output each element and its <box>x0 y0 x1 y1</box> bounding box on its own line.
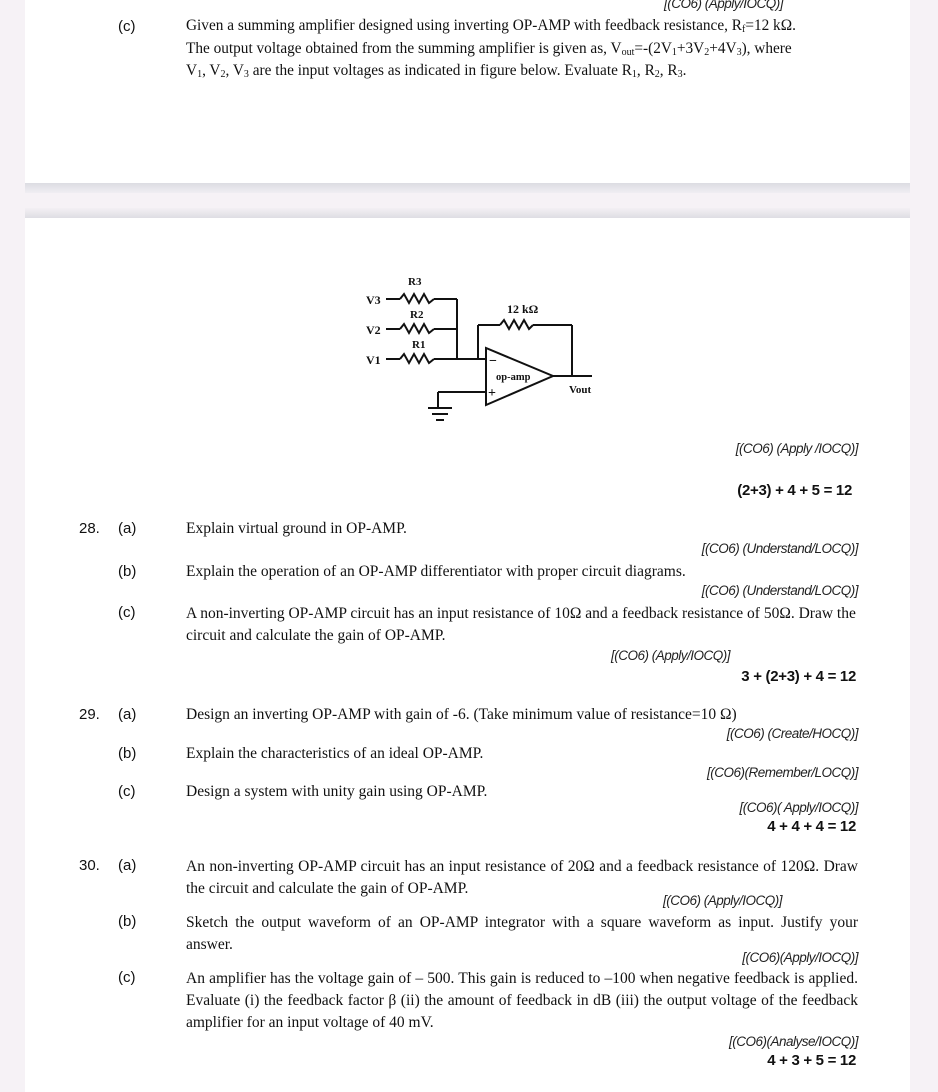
svg-text:R2: R2 <box>410 309 424 321</box>
svg-text:+: + <box>488 386 496 401</box>
part-label: (b) <box>118 745 137 762</box>
marks-breakdown: 4 + 4 + 4 = 12 <box>767 818 856 835</box>
question-text: Explain the characteristics of an ideal OP-AMP. <box>186 745 484 762</box>
svg-text:V2: V2 <box>366 323 381 337</box>
question-text-line: The output voltage obtained from the summing amplifier is given as, $V_{out}=-(2V_1+3V_2+4V_3)$, where <box>186 40 792 58</box>
question-number: 29. <box>79 706 100 723</box>
question-number: 30. <box>79 857 100 874</box>
question-tag: [(CO6) (Apply/IOCQ)] <box>611 648 731 663</box>
svg-text:V1: V1 <box>366 353 381 367</box>
summing-amplifier-circuit-diagram <box>360 268 600 428</box>
part-label: (c) <box>118 969 136 986</box>
question-text: Sketch the output waveform of an OP-AMP integrator with a square waveform as input. Justify your answer. <box>186 914 858 953</box>
marks-breakdown: 3 + (2+3) + 4 = 12 <box>741 668 856 685</box>
svg-text:op-amp: op-amp <box>496 372 531 383</box>
part-label: (b) <box>118 913 137 930</box>
question-text: Design a system with unity gain using OP-AMP. <box>186 783 488 800</box>
question-number: 28. <box>79 520 100 537</box>
part-label: (b) <box>118 563 137 580</box>
question-tag: [(CO6)( Apply/IOCQ)] <box>739 800 858 815</box>
page-separator-shadow <box>25 208 910 218</box>
marks-breakdown: (2+3) + 4 + 5 = 12 <box>737 482 852 499</box>
question-tag: [(CO6) (Apply/IOCQ)] <box>663 893 783 908</box>
question-tag: [(CO6) (Apply /IOCQ)] <box>735 441 858 456</box>
svg-text:R1: R1 <box>412 339 426 351</box>
question-tag: [(CO6)(Apply/IOCQ)] <box>742 950 858 965</box>
marks-breakdown: 4 + 3 + 5 = 12 <box>767 1052 856 1069</box>
question-tag: [(CO6) (Apply/IOCQ)] <box>664 0 784 11</box>
question-text: A non-inverting OP-AMP circuit has an input resistance of 10Ω and a feedback resistance of 50Ω. Draw the circuit and calculate the gain of OP-AMP. <box>186 605 856 644</box>
question-tag: [(CO6) (Understand/LOCQ)] <box>701 541 858 556</box>
svg-text:12 kΩ: 12 kΩ <box>507 302 539 316</box>
part-label: (c) <box>118 783 136 800</box>
question-text: An non-inverting OP-AMP circuit has an input resistance of 20Ω and a feedback resistance of 120Ω. Draw the circuit and calculate the gain of OP-AMP. <box>186 858 858 897</box>
svg-text:R3: R3 <box>408 276 422 288</box>
question-text: An amplifier has the voltage gain of – 500. This gain is reduced to –100 when negative feedback is applied. Evaluate (i) the feedback factor β (ii) the amount of feedback in dB (iii) the output voltage of the feedback amplifier for an input voltage of 40 mV. <box>186 970 858 1031</box>
circuit-schematic-icon <box>360 268 600 428</box>
page-separator-shadow <box>25 183 910 193</box>
svg-text:V3: V3 <box>366 293 381 307</box>
question-tag: [(CO6) (Create/HOCQ)] <box>726 726 858 741</box>
question-tag: [(CO6) (Understand/LOCQ)] <box>701 583 858 598</box>
question-text: Design an inverting OP-AMP with gain of -6. (Take minimum value of resistance=10 Ω) <box>186 706 737 723</box>
part-label: (c) <box>118 604 136 621</box>
question-text-line: $V_1$, $V_2$, $V_3$ are the input voltages as indicated in figure below. Evaluate $R_1$, $R_2$, $R_3$. <box>186 62 687 80</box>
question-text-line: Given a summing amplifier designed using inverting OP-AMP with feedback resistance, $R_f=12$ kΩ. <box>186 17 796 35</box>
part-label: (a) <box>118 706 137 723</box>
part-label: (a) <box>118 520 137 537</box>
question-text: Explain the operation of an OP-AMP differentiator with proper circuit diagrams. <box>186 563 686 580</box>
svg-text:Vout: Vout <box>569 384 592 396</box>
question-tag: [(CO6)(Analyse/IOCQ)] <box>728 1034 858 1049</box>
part-label: (c) <box>118 18 136 35</box>
svg-text:−: − <box>489 354 497 369</box>
part-label: (a) <box>118 857 137 874</box>
question-tag: [(CO6)(Remember/LOCQ)] <box>706 765 858 780</box>
question-text: Explain virtual ground in OP-AMP. <box>186 520 407 537</box>
